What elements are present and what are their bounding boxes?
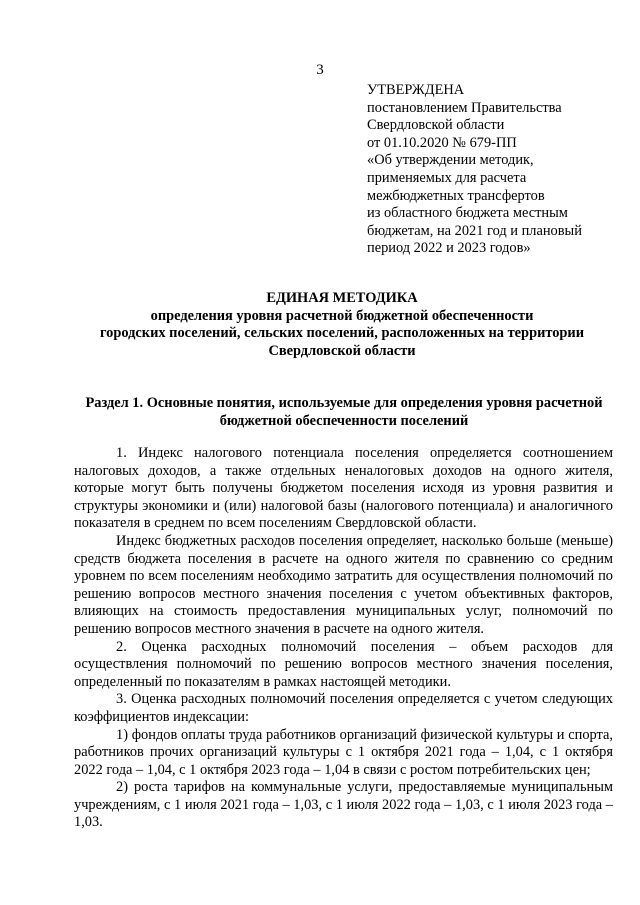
paragraph: 1) фондов оплаты труда работников организаций физической культуры и спорта, работников прочих организаций культуры с 1 октября 2021 года – 1,04, с 1 октября 2022 года – 1,04, с 1 октября 2023 года – 1,04 в связи с ростом потребительских цен; <box>74 726 613 778</box>
paragraph: 2) роста тарифов на коммунальные услуги, предоставляемые муниципальным учреждениям, с 1 июля 2021 года – 1,03, с 1 июля 2022 года – 1,03, с 1 июля 2023 года – 1,03. <box>74 779 613 831</box>
approval-line: из областного бюджета местным <box>367 205 568 222</box>
paragraph: 3. Оценка расходных полномочий поселения определяется с учетом следующих коэффициентов индексации: <box>74 691 613 725</box>
title-line: городских поселений, сельских поселений, расположенных на территории <box>99 325 585 342</box>
title-line: ЕДИНАЯ МЕТОДИКА <box>266 290 418 306</box>
paragraph: 2. Оценка расходных полномочий поселения – объем расходов для осуществления полномочий по решению вопросов местного значения поселения, определенный по показателям в рамках настоящей методики. <box>74 638 613 690</box>
title-line: Свердловской области <box>268 342 416 359</box>
page-number: 3 <box>316 62 324 78</box>
approval-line: Свердловской области <box>367 117 505 134</box>
approval-line: бюджетам, на 2021 год и плановый <box>367 222 582 239</box>
approval-line: период 2022 и 2023 годов» <box>367 240 531 257</box>
paragraph: 1. Индекс налогового потенциала поселения определяется соотношением налоговых доходов, а также отдельных неналоговых доходов на одного жителя, которые могут быть получены бюджетом поселения исходя из уровня развития и структуры экономики и (или) налоговой базы (налогового потенциала) и аналогичного показателя в среднем по всем поселениям Свердловской области. <box>74 445 613 532</box>
approval-line: постановлением Правительства <box>367 99 562 116</box>
document-title <box>60 290 624 360</box>
approval-line: применяемых для расчета <box>367 169 527 186</box>
body-text <box>74 445 613 832</box>
section-heading: Раздел 1. Основные понятия, используемые для определения уровня расчетной бюджетной обеспеченности поселений <box>85 395 603 429</box>
paragraph: Индекс бюджетных расходов поселения определяет, насколько больше (меньше) средств бюджета поселения в расчете на одного жителя по сравнению со средним уровнем по всем поселениям необходимо затратить для осуществления полномочий по решению вопросов местного значения поселения с учетом объективных факторов, влияющих на стоимость предоставления муниципальных услуг, полномочий по решению вопросов местного значения в расчете на одного жителя. <box>74 532 613 637</box>
approval-line: «Об утверждении методик, <box>367 152 534 169</box>
approval-line: межбюджетных трансфертов <box>367 187 545 204</box>
approval-line: от 01.10.2020 № 679-ПП <box>367 134 517 151</box>
title-line: определения уровня расчетной бюджетной обеспеченности <box>150 307 534 324</box>
approval-block <box>367 82 627 258</box>
approval-line: УТВЕРЖДЕНА <box>367 82 465 98</box>
